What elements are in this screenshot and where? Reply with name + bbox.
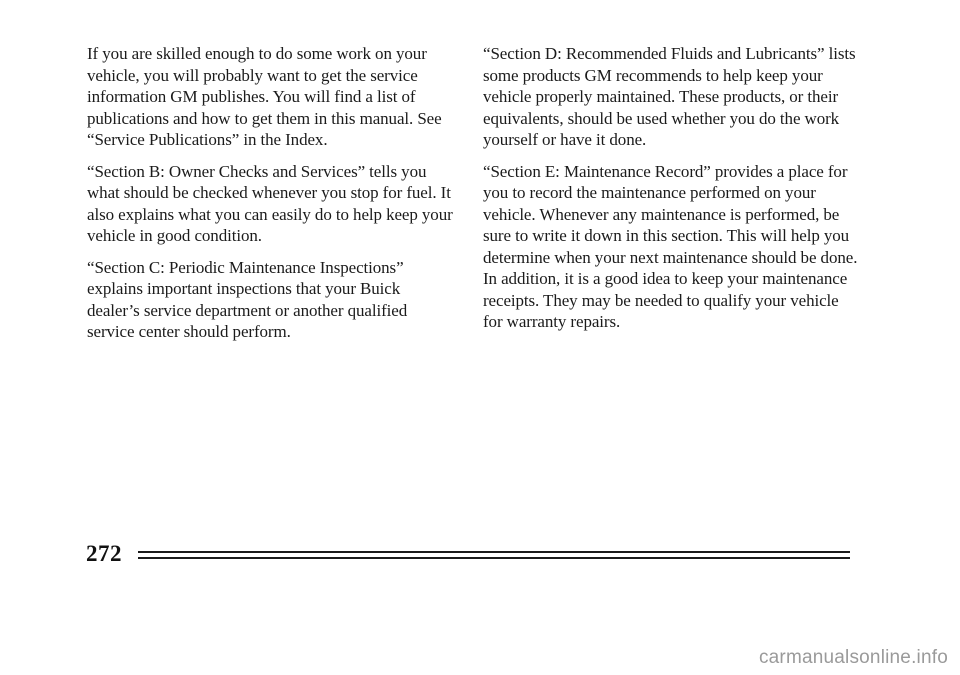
right-column: [483, 43, 858, 343]
paragraph-section-d: “Section D: Recommended Fluids and Lubricants” lists some products GM recommends to help keep your vehicle properly maintained. These products, or their equivalents, should be used whether you do the work yourself or have it done.: [483, 44, 856, 149]
page-number: 272: [86, 541, 122, 566]
page-footer: [86, 541, 850, 571]
footer-rule-top: [138, 551, 850, 553]
paragraph-section-e: “Section E: Maintenance Record” provides a place for you to record the maintenance performed on your vehicle. Whenever any maintenance is performed, be sure to write it down in this section. This will help you determine when your next maintenance should be done. In addition, it is a good idea to keep your maintenance receipts. They may be needed to qualify your vehicle for warranty repairs.: [483, 161, 858, 331]
left-column: [87, 43, 455, 353]
paragraph-section-b: “Section B: Owner Checks and Services” tells you what should be checked whenever you stop for fuel. It also explains what you can easily do to help keep your vehicle in good condition.: [87, 161, 453, 245]
footer-rule-bottom: [138, 557, 850, 559]
paragraph-section-c: “Section C: Periodic Maintenance Inspections” explains important inspections that your Buick dealer’s service department or another qualified service center should perform.: [87, 257, 408, 341]
site-watermark: carmanualsonline.info: [758, 647, 948, 668]
paragraph-service-information: If you are skilled enough to do some work on your vehicle, you will probably want to get the service information GM publishes. You will find a list of publications and how to get them in this manual. See “Service Publications” in the Index.: [87, 44, 442, 149]
